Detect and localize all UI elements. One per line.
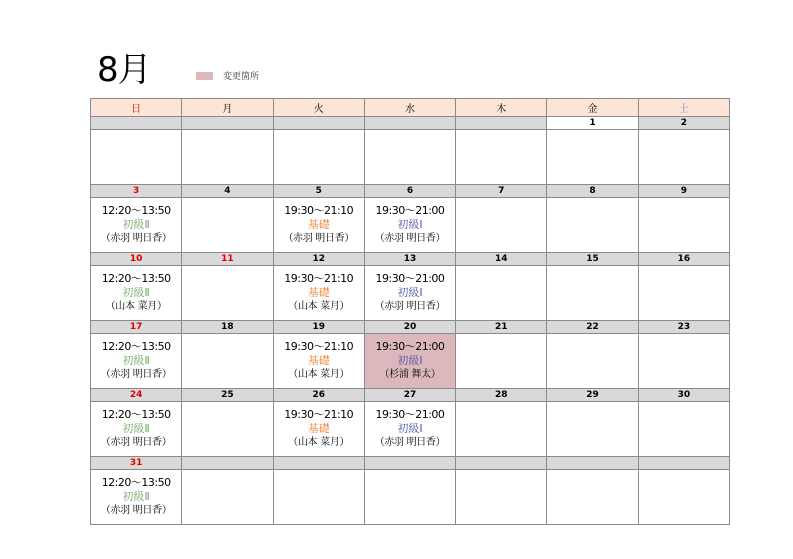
day-cell — [182, 470, 273, 525]
lesson-class: 基礎 — [307, 422, 330, 435]
day-cell — [364, 402, 455, 457]
lesson-class: 基礎 — [307, 354, 330, 367]
day-number — [273, 117, 364, 130]
day-number: 6 — [364, 185, 455, 198]
day-number: 14 — [456, 253, 547, 266]
day-number: 1 — [547, 117, 638, 130]
day-cell — [182, 130, 273, 185]
lesson-teacher: （赤羽 明日香） — [374, 301, 446, 312]
day-number: 4 — [182, 185, 273, 198]
lesson-class: 初級Ⅰ — [397, 354, 423, 367]
lesson-time: 19:30～21:00 — [375, 272, 445, 285]
day-number-row — [91, 389, 730, 402]
day-cell — [91, 402, 182, 457]
day-cell — [364, 334, 455, 389]
lesson-class: 基礎 — [307, 286, 330, 299]
page-title: 8月 — [97, 50, 151, 90]
day-cell — [364, 198, 455, 253]
day-cell — [182, 198, 273, 253]
day-cell — [547, 334, 638, 389]
day-number — [182, 117, 273, 130]
week-body-row — [91, 334, 730, 389]
lesson-teacher: （赤羽 明日香） — [283, 233, 355, 244]
day-cell — [273, 198, 364, 253]
day-cell — [182, 402, 273, 457]
lesson-class: 基礎 — [307, 218, 330, 231]
week-body-row — [91, 402, 730, 457]
day-number: 23 — [638, 321, 729, 334]
week-body-row — [91, 470, 730, 525]
day-cell — [456, 470, 547, 525]
day-cell — [91, 334, 182, 389]
day-number — [364, 457, 455, 470]
day-number — [456, 117, 547, 130]
day-number: 25 — [182, 389, 273, 402]
day-number-row — [91, 185, 730, 198]
lesson-class: 初級Ⅱ — [122, 490, 150, 503]
legend-label: 変更箇所 — [223, 72, 260, 82]
lesson-time: 19:30～21:10 — [284, 408, 354, 421]
lesson-teacher: （赤羽 明日香） — [100, 233, 172, 244]
day-number: 18 — [182, 321, 273, 334]
lesson-time: 12:20～13:50 — [101, 408, 171, 421]
lesson-class: 初級Ⅱ — [122, 286, 150, 299]
day-number-row — [91, 117, 730, 130]
day-number-row — [91, 457, 730, 470]
day-cell — [91, 470, 182, 525]
week-body-row — [91, 266, 730, 321]
day-number: 26 — [273, 389, 364, 402]
day-number: 24 — [91, 389, 182, 402]
day-cell — [547, 470, 638, 525]
day-cell — [273, 130, 364, 185]
day-number: 7 — [456, 185, 547, 198]
lesson-time: 12:20～13:50 — [101, 204, 171, 217]
day-cell — [273, 266, 364, 321]
day-cell — [273, 334, 364, 389]
day-number: 3 — [91, 185, 182, 198]
day-number: 10 — [91, 253, 182, 266]
lesson-teacher: （山本 菜月） — [105, 301, 167, 312]
day-cell — [638, 266, 729, 321]
day-number: 17 — [91, 321, 182, 334]
lesson-teacher: （赤羽 明日香） — [374, 233, 446, 244]
legend-swatch — [196, 72, 213, 80]
day-cell — [91, 198, 182, 253]
day-number: 12 — [273, 253, 364, 266]
day-cell — [638, 470, 729, 525]
day-cell — [91, 266, 182, 321]
calendar-table — [90, 98, 730, 525]
day-cell — [364, 470, 455, 525]
day-number — [273, 457, 364, 470]
day-cell — [547, 266, 638, 321]
weekday-tue: 火 — [273, 99, 364, 117]
day-number: 16 — [638, 253, 729, 266]
day-number: 27 — [364, 389, 455, 402]
lesson-teacher: （山本 菜月） — [288, 437, 350, 448]
weekday-sun: 日 — [91, 99, 182, 117]
lesson-class: 初級Ⅰ — [397, 286, 423, 299]
week-body-row — [91, 130, 730, 185]
lesson-teacher: （赤羽 明日香） — [100, 437, 172, 448]
weekday-mon: 月 — [182, 99, 273, 117]
lesson-class: 初級Ⅰ — [397, 422, 423, 435]
weekday-fri: 金 — [547, 99, 638, 117]
weekday-wed: 水 — [364, 99, 455, 117]
lesson-class: 初級Ⅰ — [397, 218, 423, 231]
day-number: 29 — [547, 389, 638, 402]
day-number: 9 — [638, 185, 729, 198]
day-cell — [456, 130, 547, 185]
day-number: 31 — [91, 457, 182, 470]
day-cell — [547, 402, 638, 457]
day-number — [638, 457, 729, 470]
day-cell — [638, 130, 729, 185]
week-body-row — [91, 198, 730, 253]
day-number-row — [91, 321, 730, 334]
lesson-time: 19:30～21:10 — [284, 204, 354, 217]
day-cell — [182, 334, 273, 389]
day-cell — [456, 334, 547, 389]
lesson-time: 12:20～13:50 — [101, 340, 171, 353]
day-cell — [91, 130, 182, 185]
day-number: 20 — [364, 321, 455, 334]
day-number — [91, 117, 182, 130]
day-cell — [182, 266, 273, 321]
lesson-teacher: （赤羽 明日香） — [374, 437, 446, 448]
day-cell — [456, 266, 547, 321]
day-number: 11 — [182, 253, 273, 266]
day-cell — [456, 198, 547, 253]
day-number: 19 — [273, 321, 364, 334]
day-cell — [364, 266, 455, 321]
lesson-time: 12:20～13:50 — [101, 272, 171, 285]
day-number: 21 — [456, 321, 547, 334]
lesson-teacher: （赤羽 明日香） — [100, 369, 172, 380]
day-number: 8 — [547, 185, 638, 198]
day-cell — [638, 334, 729, 389]
day-cell — [547, 130, 638, 185]
day-cell — [547, 198, 638, 253]
lesson-time: 19:30～21:00 — [375, 340, 445, 353]
day-number — [456, 457, 547, 470]
day-number-row — [91, 253, 730, 266]
day-number — [182, 457, 273, 470]
weekday-header-row — [91, 99, 730, 117]
lesson-teacher: （赤羽 明日香） — [100, 505, 172, 516]
day-cell — [273, 470, 364, 525]
lesson-teacher: （山本 菜月） — [288, 369, 350, 380]
lesson-time: 12:20～13:50 — [101, 476, 171, 489]
weekday-sat: 土 — [638, 99, 729, 117]
day-number: 15 — [547, 253, 638, 266]
lesson-time: 19:30～21:10 — [284, 272, 354, 285]
lesson-teacher: （山本 菜月） — [288, 301, 350, 312]
day-number: 2 — [638, 117, 729, 130]
day-number: 13 — [364, 253, 455, 266]
lesson-class: 初級Ⅱ — [122, 218, 150, 231]
day-number: 28 — [456, 389, 547, 402]
lesson-time: 19:30～21:10 — [284, 340, 354, 353]
day-cell — [456, 402, 547, 457]
lesson-teacher: （杉浦 舞太） — [379, 369, 441, 380]
weekday-thu: 木 — [456, 99, 547, 117]
day-number: 30 — [638, 389, 729, 402]
lesson-time: 19:30～21:00 — [375, 204, 445, 217]
day-cell — [364, 130, 455, 185]
lesson-class: 初級Ⅱ — [122, 422, 150, 435]
day-number: 5 — [273, 185, 364, 198]
day-number — [547, 457, 638, 470]
day-number: 22 — [547, 321, 638, 334]
day-cell — [273, 402, 364, 457]
legend — [196, 69, 259, 82]
day-number — [364, 117, 455, 130]
day-cell — [638, 402, 729, 457]
day-cell — [638, 198, 729, 253]
lesson-time: 19:30～21:00 — [375, 408, 445, 421]
lesson-class: 初級Ⅱ — [122, 354, 150, 367]
